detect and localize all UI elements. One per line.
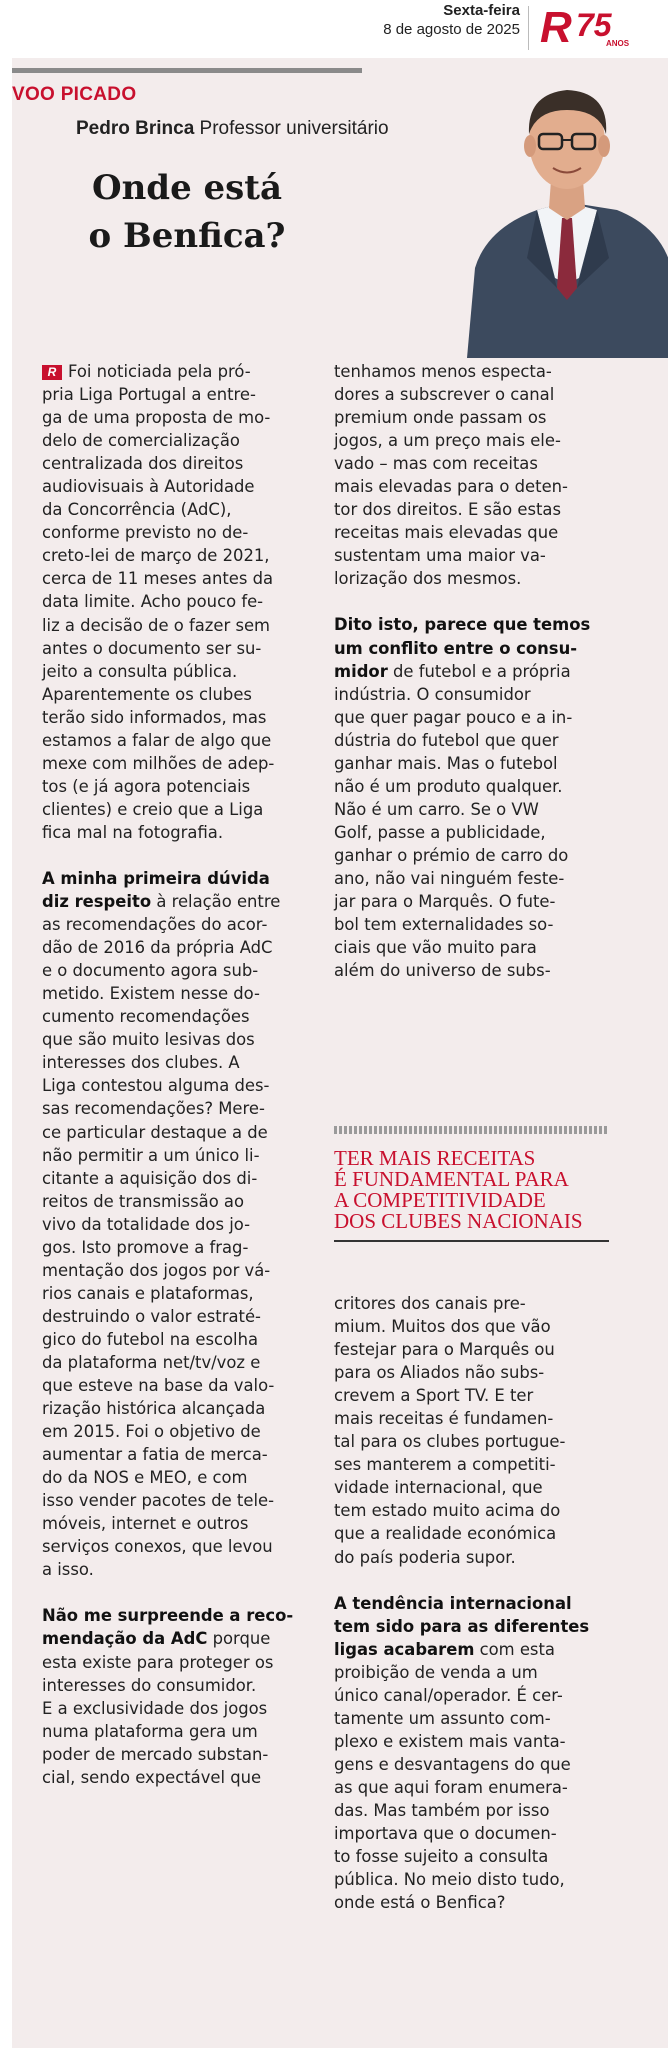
body-column-left	[42, 360, 312, 1789]
pull-quote-bottom-rule	[334, 1240, 609, 1242]
text-line: metido. Existem nesse do-	[42, 984, 260, 1004]
text-line: dústria do futebol que quer	[334, 730, 559, 750]
pull-quote-text	[334, 1148, 609, 1232]
pull-quote-line: É FUNDAMENTAL PARA	[334, 1167, 569, 1191]
text-line: jar para o Marquês. O fute-	[334, 892, 556, 912]
text-line: premium onde passam os	[334, 408, 547, 428]
text-line: e o documento agora sub-	[42, 961, 259, 981]
text-line: rização histórica alcançada	[42, 1399, 266, 1419]
header-rule	[12, 68, 362, 73]
pull-quote-line: DOS CLUBES NACIONAIS	[334, 1209, 583, 1233]
text-line: ano, não vai ninguém feste-	[334, 868, 565, 888]
text-line: dão de 2016 da própria AdC	[42, 938, 273, 958]
text-line: proibição de venda a um	[334, 1662, 538, 1682]
text-line: Não me surpreende a reco-	[42, 1606, 294, 1626]
text-line: importava que o documen-	[334, 1824, 557, 1844]
text-line: mium. Muitos dos que vão	[334, 1317, 551, 1337]
text-line: tem sido para as diferentes	[334, 1616, 590, 1636]
text-line: ciais que vão muito para	[334, 938, 537, 958]
text-line: além do universo de subs-	[334, 961, 551, 981]
text-line: data limite. Acho pouco fe-	[42, 592, 264, 612]
text-line: cial, sendo expectável que	[42, 1767, 262, 1787]
text-line: isso vender pacotes de tele-	[42, 1491, 274, 1511]
text-line: creto-lei de março de 2021,	[42, 546, 270, 566]
text-line: sas recomendações? Mere-	[42, 1099, 265, 1119]
text-line: interesses dos clubes. A	[42, 1053, 240, 1073]
text-line: vidade internacional, que	[334, 1478, 543, 1498]
record-badge-icon: R	[42, 365, 62, 380]
text-line: rios canais e plataformas,	[42, 1283, 254, 1303]
text-line: plexo e existem mais vanta-	[334, 1731, 566, 1751]
text-line: as que aqui foram enumera-	[334, 1777, 568, 1797]
text-line: cerca de 11 meses antes da	[42, 569, 274, 589]
text-line: receitas mais elevadas que	[334, 523, 559, 543]
text-line: do da NOS e MEO, e com	[42, 1468, 248, 1488]
text-line: diz respeito à relação entre	[42, 892, 281, 912]
text-line: em 2015. Foi o objetivo de	[42, 1422, 261, 1442]
text-line: as recomendações do acor-	[42, 915, 268, 935]
byline	[76, 118, 389, 140]
text-line: que são muito lesivas dos	[42, 1030, 255, 1050]
logo-caption: ANOS	[606, 39, 630, 48]
author-name: Pedro Brinca	[76, 118, 195, 139]
text-line: mais receitas é fundamen-	[334, 1409, 554, 1429]
text-line: móveis, internet e outros	[42, 1514, 249, 1534]
text-line: Liga contestou alguma des-	[42, 1076, 270, 1096]
text-line: liz a decisão de o fazer sem	[42, 615, 271, 635]
text-line: mendação da AdC porque	[42, 1629, 271, 1649]
text-line: serviços conexos, que levou	[42, 1537, 273, 1557]
text-line: antes o documento ser su-	[42, 638, 262, 658]
text-line: da Concorrência (AdC),	[42, 500, 232, 520]
text-line: jogos, a um preço mais ele-	[334, 431, 561, 451]
text-line: A minha primeira dúvida	[42, 868, 270, 888]
text-line: tamente um assunto com-	[334, 1708, 551, 1728]
text-line: sustentam uma maior va-	[334, 546, 546, 566]
text-line: Dito isto, parece que temos	[334, 615, 591, 635]
text-line: gens e desvantagens do que	[334, 1754, 571, 1774]
logo-number: 75	[576, 7, 612, 43]
text-line: vivo da totalidade dos jo-	[42, 1214, 251, 1234]
date-block	[383, 2, 520, 40]
text-line: gico do futebol na escolha	[42, 1329, 259, 1349]
author-role: Professor universitário	[199, 118, 389, 139]
text-line: A tendência internacional	[334, 1593, 572, 1613]
text-line: jeito a consulta pública.	[42, 661, 238, 681]
text-line: não permitir a um único li-	[42, 1145, 260, 1165]
text-line: mexe com milhões de adep-	[42, 753, 275, 773]
text-line: vado – mas com receitas	[334, 454, 538, 474]
text-line: ce particular destaque a de	[42, 1122, 268, 1142]
headline	[12, 164, 362, 260]
pull-quote	[334, 1126, 609, 1242]
text-line: critores dos canais pre-	[334, 1294, 526, 1313]
text-line: do país poderia supor.	[334, 1547, 516, 1567]
text-line: a isso.	[42, 1560, 94, 1580]
paragraph-gap	[334, 590, 609, 613]
text-line: festejar para o Marquês ou	[334, 1340, 555, 1360]
text-line: mentação dos jogos por vá-	[42, 1260, 271, 1280]
text-line: cumento recomendações	[42, 1007, 250, 1027]
text-line: tenhamos menos especta-	[334, 362, 552, 381]
text-line: tem estado muito acima do	[334, 1501, 561, 1521]
text-line: tos (e já agora potenciais	[42, 776, 251, 796]
paragraph-gap	[42, 1581, 312, 1604]
text-line: um conflito entre o consu-	[334, 638, 578, 658]
text-line: que quer pagar pouco e a in-	[334, 707, 573, 727]
text-line: centralizada dos direitos	[42, 454, 244, 474]
weekday: Sexta-feira	[443, 2, 520, 19]
text-line: numa plataforma gera um	[42, 1721, 258, 1741]
body-column-right-bottom	[334, 1292, 609, 1914]
text-line: ganhar o prémio de carro do	[334, 845, 569, 865]
text-line: indústria. O consumidor	[334, 684, 531, 704]
text-line: estamos a falar de algo que	[42, 730, 272, 750]
text-line: esta existe para proteger os	[42, 1652, 274, 1672]
text-line: mais elevadas para o deten-	[334, 477, 568, 497]
text-line: bol tem externalidades so-	[334, 915, 554, 935]
text-line: gos. Isto promove a frag-	[42, 1237, 249, 1257]
text-line: to fosse sujeito a consulta	[334, 1847, 549, 1867]
text-line: reitos de transmissão ao	[42, 1191, 245, 1211]
text-line: E a exclusividade dos jogos	[42, 1698, 268, 1718]
text-line: que a realidade económica	[334, 1524, 557, 1544]
text-line: terão sido informados, mas	[42, 707, 267, 727]
text-line: não é um produto qualquer.	[334, 776, 563, 796]
logo-letter: R	[540, 3, 572, 50]
body-column-right-top	[334, 360, 609, 982]
text-line: ganhar mais. Mas o futebol	[334, 753, 558, 773]
text-line: ga de uma proposta de mo-	[42, 408, 271, 428]
author-portrait	[467, 38, 668, 358]
text-line: que esteve na base da valo-	[42, 1376, 275, 1396]
text-line: aumentar a fatia de merca-	[42, 1445, 268, 1465]
column-kicker: VOO PICADO	[12, 84, 137, 105]
text-line: único canal/operador. É cer-	[334, 1685, 563, 1705]
pull-quote-top-rule	[334, 1126, 609, 1134]
text-line: pública. No meio disto tudo,	[334, 1870, 565, 1890]
text-line: Não é um carro. Se o VW	[334, 799, 539, 819]
paragraph-gap	[334, 1569, 609, 1592]
text-line: destruindo o valor estraté-	[42, 1306, 261, 1326]
text-line: tor dos direitos. E são estas	[334, 500, 561, 520]
paragraph-gap	[42, 844, 312, 867]
text-line: clientes) e creio que a Liga	[42, 799, 264, 819]
text-line: citante a aquisição dos di-	[42, 1168, 258, 1188]
text-line: audiovisuais à Autoridade	[42, 477, 255, 497]
text-line: conforme previsto no de-	[42, 523, 249, 543]
text-line: midor de futebol e a própria	[334, 661, 571, 681]
text-line: tal para os clubes portugue-	[334, 1432, 566, 1452]
headline-line-2: o Benfica?	[88, 216, 286, 256]
publication-date: 8 de agosto de 2025	[383, 21, 520, 38]
text-line: Golf, passe a publicidade,	[334, 822, 546, 842]
text-line: ses manterem a competiti-	[334, 1455, 556, 1475]
text-line: para os Aliados não subs-	[334, 1363, 545, 1383]
text-line: pria Liga Portugal a entre-	[42, 385, 256, 405]
text-line: interesses do consumidor.	[42, 1675, 257, 1695]
headline-line-1: Onde está	[91, 168, 283, 208]
text-line: delo de comercialização	[42, 431, 240, 451]
pull-quote-line: TER MAIS RECEITAS	[334, 1146, 536, 1170]
text-line: lorização dos mesmos.	[334, 569, 522, 589]
text-line: R Foi noticiada pela pró-	[42, 360, 312, 383]
text-line: ligas acabarem com esta	[334, 1639, 555, 1659]
text-line: onde está o Benfica?	[334, 1893, 506, 1913]
opinion-article	[12, 58, 668, 2048]
column-header	[12, 58, 668, 358]
pull-quote-line: A COMPETITIVIDADE	[334, 1188, 546, 1212]
text-line: dores a subscrever o canal	[334, 385, 555, 405]
text-line: fica mal na fotografia.	[42, 822, 224, 842]
text-line: crevem a Sport TV. E ter	[334, 1386, 534, 1406]
text-line: das. Mas também por isso	[334, 1800, 550, 1820]
text-line: poder de mercado substan-	[42, 1744, 269, 1764]
text-line: da plataforma net/tv/voz e	[42, 1352, 261, 1372]
text-line: Aparentemente os clubes	[42, 684, 252, 704]
